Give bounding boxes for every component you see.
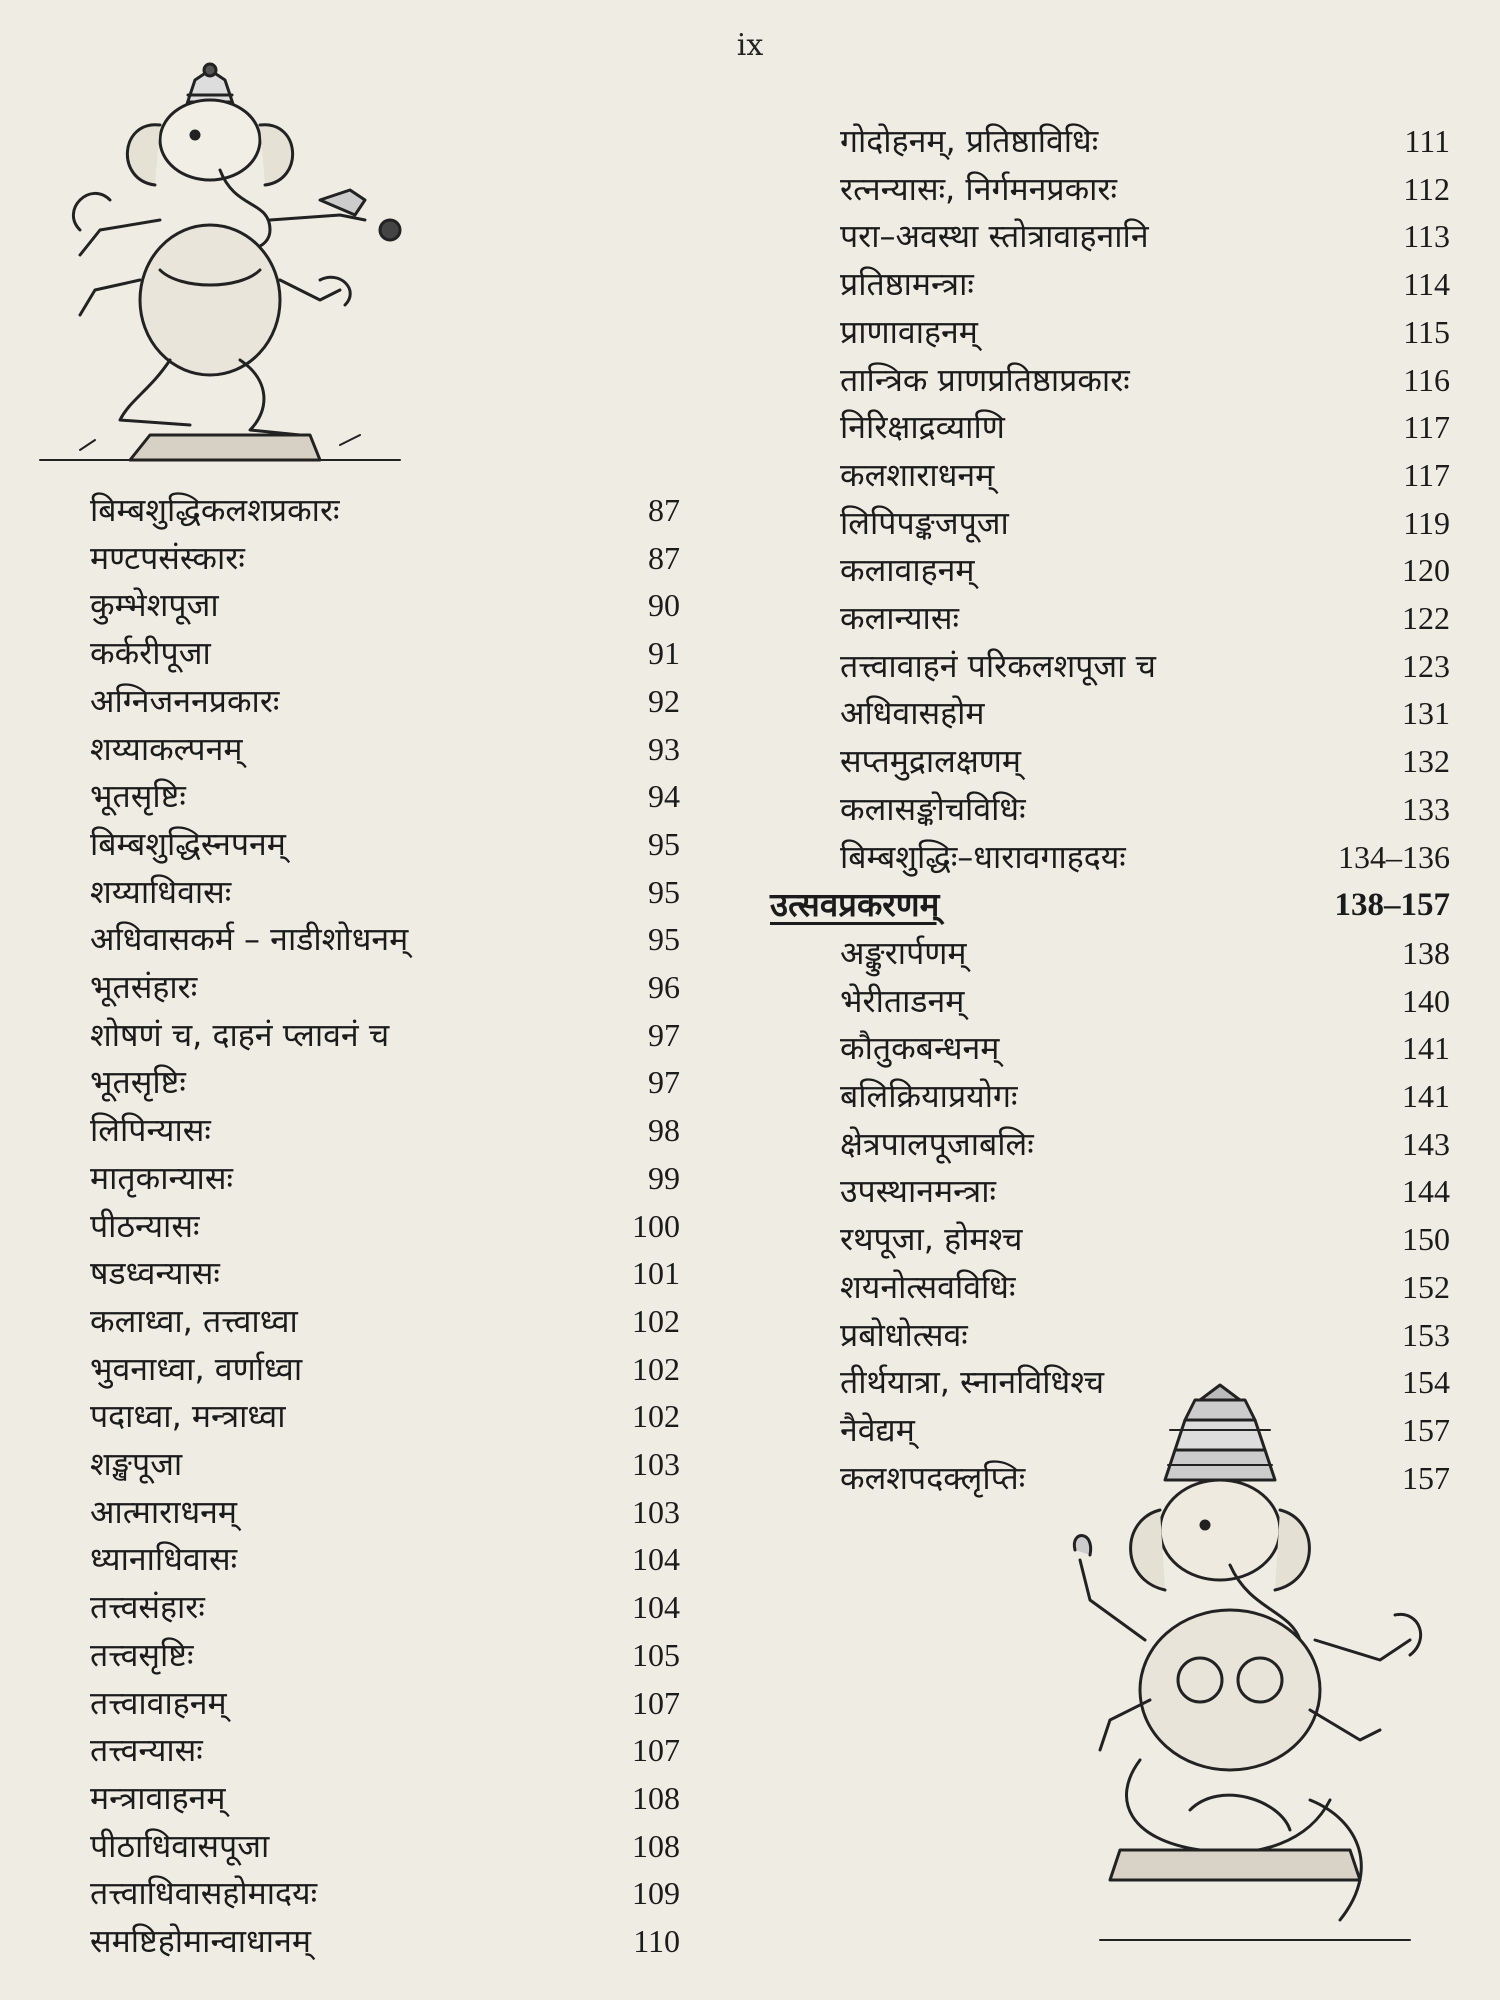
toc-entry-title: लिपिपङ्कजपूजा	[840, 503, 1009, 542]
toc-entry-title: भूतसृष्टिः	[90, 777, 186, 816]
toc-entry-page: 133	[1402, 790, 1450, 827]
toc-entry	[90, 582, 680, 628]
toc-entry-page: 108	[632, 1827, 680, 1864]
toc-entry	[840, 1168, 1450, 1214]
toc-entry	[90, 1775, 680, 1821]
toc-entry	[840, 452, 1450, 498]
toc-entry	[840, 547, 1450, 593]
toc-entry-title: रत्नन्यासः, निर्गमनप्रकारः	[840, 169, 1117, 208]
toc-entry	[840, 1073, 1450, 1119]
toc-entry-page: 95	[648, 873, 680, 910]
toc-entry	[90, 1393, 680, 1439]
toc-entry-page: 114	[1403, 266, 1450, 303]
toc-entry	[840, 690, 1450, 736]
toc-entry-page: 138	[1402, 934, 1450, 971]
toc-entry-page: 113	[1403, 218, 1450, 255]
toc-entry-page: 102	[632, 1302, 680, 1339]
toc-entry-title: अङ्कुरार्पणम्	[840, 933, 967, 972]
toc-entry	[90, 630, 680, 676]
toc-entry-page: 141	[1402, 1030, 1450, 1067]
toc-entry-title: बलिक्रियाप्रयोगः	[840, 1077, 1018, 1115]
toc-entry	[90, 916, 680, 962]
toc-entry-title: नैवेद्यम्	[840, 1410, 915, 1449]
toc-entry-page: 131	[1402, 695, 1450, 732]
toc-entry	[840, 978, 1450, 1024]
toc-entry-title: शोषणं च, दाहनं प्लावनं च	[90, 1015, 390, 1054]
toc-entry-page: 98	[648, 1112, 680, 1149]
toc-entry-title: उपस्थानमन्त्राः	[840, 1172, 996, 1211]
toc-entry	[90, 1346, 680, 1392]
toc-entry-page: 138–157	[1334, 887, 1450, 924]
toc-entry-page: 91	[648, 635, 680, 672]
toc-entry	[840, 1359, 1450, 1405]
toc-entry	[840, 595, 1450, 641]
toc-entry-page: 97	[648, 1016, 680, 1053]
toc-entry-title: रथपूजा, होमश्च	[840, 1220, 1023, 1259]
toc-entry-title: गोदोहनम्, प्रतिष्ठाविधिः	[840, 122, 1099, 160]
toc-entry	[840, 309, 1450, 355]
toc-entry	[90, 1632, 680, 1678]
toc-entry	[840, 930, 1450, 976]
toc-entry-page: 157	[1402, 1411, 1450, 1448]
toc-entry-page: 101	[632, 1255, 680, 1292]
toc-entry-title: पीठाधिवासपूजा	[90, 1826, 270, 1865]
toc-entry-page: 116	[1403, 361, 1450, 398]
toc-entry-title: उत्सवप्रकरणम्	[770, 885, 940, 925]
toc-entry-title: ध्यानाधिवासः	[90, 1540, 238, 1579]
toc-entry-page: 153	[1402, 1316, 1450, 1353]
toc-entry-title: भुवनाध्वा, वर्णाध्वा	[90, 1349, 303, 1388]
toc-entry-page: 102	[632, 1398, 680, 1435]
toc-entry-title: तत्त्वन्यासः	[90, 1731, 203, 1770]
toc-entry-page: 112	[1403, 170, 1450, 207]
toc-entry-page: 107	[632, 1684, 680, 1721]
toc-entry-page: 87	[648, 539, 680, 576]
toc-entry	[90, 1441, 680, 1487]
toc-entry-page: 110	[633, 1923, 680, 1959]
toc-entry-page: 103	[632, 1493, 680, 1530]
toc-entry	[90, 1107, 680, 1153]
toc-entry-page: 96	[648, 969, 680, 1005]
toc-entry	[90, 1250, 680, 1296]
toc-entry-title: कलासङ्कोचविधिः	[840, 789, 1026, 828]
toc-entry	[90, 678, 680, 724]
toc-entry-page: 134–136	[1338, 838, 1450, 875]
page-number: ix	[736, 28, 764, 63]
toc-entry-title: तत्त्वावाहनं परिकलशपूजा च	[840, 646, 1156, 685]
toc-entry	[90, 821, 680, 867]
toc-entry	[840, 1264, 1450, 1310]
toc-entry-page: 120	[1402, 552, 1450, 589]
toc-entry-title: कर्करीपूजा	[90, 634, 211, 673]
toc-entry	[840, 1216, 1450, 1262]
toc-entry-title: षडध्वन्यासः	[90, 1254, 220, 1293]
toc-entry-title: बिम्बशुद्धिस्नपनम्	[90, 824, 286, 863]
toc-entry	[90, 1155, 680, 1201]
toc-entry	[90, 1918, 680, 1964]
toc-entry-title: तीर्थयात्रा, स्नानविधिश्च	[840, 1363, 1105, 1402]
toc-entry-title: सप्तमुद्रालक्षणम्	[840, 742, 1022, 781]
toc-entry	[840, 786, 1450, 832]
toc-entry	[90, 1680, 680, 1726]
toc-entry-title: भूतसंहारः	[90, 968, 198, 1006]
toc-entry	[90, 1298, 680, 1344]
toc-entry	[840, 118, 1450, 164]
toc-entry-page: 123	[1402, 647, 1450, 684]
toc-entry-title: मण्टपसंस्कारः	[90, 538, 245, 577]
toc-entry-page: 117	[1403, 456, 1450, 493]
toc-entry	[90, 964, 680, 1010]
toc-entry-title: कलाध्वा, तत्त्वाध्वा	[90, 1301, 298, 1340]
toc-entry-title: पदाध्वा, मन्त्राध्वा	[90, 1397, 286, 1436]
toc-entry-page: 105	[632, 1636, 680, 1673]
toc-entry	[90, 1870, 680, 1916]
toc-entry	[90, 1536, 680, 1582]
toc-entry-title: कलशाराधनम्	[840, 455, 995, 494]
toc-entry-title: प्राणावाहनम्	[840, 312, 978, 351]
toc-entry-title: कुम्भेशपूजा	[90, 586, 219, 625]
toc-entry	[840, 500, 1450, 546]
toc-entry	[90, 535, 680, 581]
ganesha-dancing-illustration-top-left	[20, 40, 420, 480]
toc-entry-title: लिपिन्यासः	[90, 1111, 211, 1150]
toc-entry-title: निरिक्षाद्रव्याणि	[840, 408, 1005, 447]
toc-entry-title: शङ्खपूजा	[90, 1445, 183, 1483]
toc-entry-title: समष्टिहोमान्वाधानम्	[90, 1922, 311, 1960]
toc-entry-title: तत्त्वाधिवासहोमादयः	[90, 1874, 318, 1913]
toc-entry-page: 122	[1402, 600, 1450, 636]
toc-entry-page: 100	[632, 1207, 680, 1244]
toc-entry-page: 107	[632, 1732, 680, 1769]
toc-entry-page: 157	[1402, 1459, 1450, 1496]
toc-entry-title: प्रतिष्ठामन्त्राः	[840, 265, 974, 304]
toc-entry-page: 109	[632, 1875, 680, 1912]
toc-entry-page: 97	[648, 1064, 680, 1101]
toc-entry-page: 95	[648, 921, 680, 958]
toc-entry	[840, 357, 1450, 403]
toc-entry-title: अधिवासकर्म – नाडीशोधनम्	[90, 920, 409, 959]
toc-entry-title: तत्त्वसृष्टिः	[90, 1635, 194, 1674]
toc-entry-title: बिम्बशुद्धिः–धारावगाहदयः	[840, 837, 1126, 876]
toc-entry-page: 141	[1402, 1078, 1450, 1114]
toc-entry-title: शय्याधिवासः	[90, 872, 232, 911]
toc-entry-title: मातृकान्यासः	[90, 1158, 233, 1197]
toc-entry-page: 111	[1404, 123, 1450, 159]
toc-entry	[840, 1121, 1450, 1167]
toc-entry	[90, 1489, 680, 1535]
toc-entry-title: क्षेत्रपालपूजाबलिः	[840, 1124, 1034, 1163]
toc-entry-title: प्रबोधोत्सवः	[840, 1315, 968, 1354]
toc-entry-title: शय्याकल्पनम्	[90, 729, 243, 768]
toc-entry	[840, 1312, 1450, 1358]
toc-entry	[90, 1012, 680, 1058]
toc-entry	[90, 1584, 680, 1630]
toc-entry-title: भेरीताडनम्	[840, 981, 965, 1020]
toc-entry-page: 99	[648, 1159, 680, 1196]
toc-entry	[840, 643, 1450, 689]
toc-section-heading	[770, 882, 1450, 928]
toc-entry	[90, 1823, 680, 1869]
toc-entry-page: 150	[1402, 1221, 1450, 1258]
toc-entry	[840, 404, 1450, 450]
toc-entry-page: 132	[1402, 743, 1450, 780]
toc-entry-title: अधिवासहोम	[840, 694, 985, 733]
toc-entry-page: 102	[632, 1350, 680, 1387]
toc-entry-page: 152	[1402, 1268, 1450, 1305]
toc-entry-page: 87	[648, 492, 680, 528]
toc-entry-page: 104	[632, 1541, 680, 1578]
toc-entry-title: शयनोत्सवविधिः	[840, 1267, 1016, 1306]
toc-entry-page: 119	[1403, 504, 1450, 541]
toc-entry-title: परा–अवस्था स्तोत्रावाहनानि	[840, 217, 1149, 256]
toc-entry	[90, 726, 680, 772]
toc-entry-page: 108	[632, 1779, 680, 1816]
toc-entry	[840, 261, 1450, 307]
toc-entry-title: तत्त्वसंहारः	[90, 1588, 205, 1627]
toc-entry-title: कलान्यासः	[840, 599, 959, 637]
toc-entry-title: अग्निजननप्रकारः	[90, 681, 280, 720]
toc-entry-page: 103	[632, 1446, 680, 1482]
toc-entry-title: तान्त्रिक प्राणप्रतिष्ठाप्रकारः	[840, 360, 1130, 399]
toc-entry	[90, 1203, 680, 1249]
toc-entry-page: 117	[1403, 409, 1450, 446]
toc-entry	[90, 869, 680, 915]
toc-entry	[840, 213, 1450, 259]
toc-entry	[840, 1025, 1450, 1071]
toc-entry	[840, 834, 1450, 880]
toc-entry-page: 95	[648, 825, 680, 862]
toc-entry	[840, 1407, 1450, 1453]
toc-entry-title: आत्माराधनम्	[90, 1492, 238, 1531]
toc-entry-title: पीठन्यासः	[90, 1206, 200, 1245]
toc-entry	[840, 1455, 1450, 1501]
toc-entry-title: कौतुकबन्धनम्	[840, 1029, 1000, 1068]
toc-entry-title: मन्त्रावाहनम्	[90, 1778, 226, 1817]
toc-entry	[90, 1727, 680, 1773]
toc-entry-title: कलशपदक्लृप्तिः	[840, 1458, 1026, 1497]
toc-entry-page: 144	[1402, 1173, 1450, 1210]
toc-entry-title: तत्त्वावाहनम्	[90, 1683, 227, 1722]
toc-entry-page: 115	[1403, 313, 1450, 350]
toc-entry-page: 104	[632, 1589, 680, 1626]
toc-entry-page: 143	[1402, 1125, 1450, 1162]
toc-entry	[90, 773, 680, 819]
toc-entry-title: भूतसृष्टिः	[90, 1063, 186, 1102]
toc-entry-page: 90	[648, 587, 680, 624]
toc-entry	[90, 487, 680, 533]
toc-entry-page: 140	[1402, 982, 1450, 1019]
toc-entry-page: 92	[648, 682, 680, 719]
toc-entry	[840, 738, 1450, 784]
toc-entry	[840, 166, 1450, 212]
toc-entry-page: 154	[1402, 1364, 1450, 1401]
toc-entry-title: कलावाहनम्	[840, 551, 975, 590]
toc-entry	[90, 1059, 680, 1105]
toc-entry-page: 93	[648, 730, 680, 767]
toc-entry-page: 94	[648, 778, 680, 815]
toc-entry-title: बिम्बशुद्धिकलशप्रकारः	[90, 491, 340, 529]
